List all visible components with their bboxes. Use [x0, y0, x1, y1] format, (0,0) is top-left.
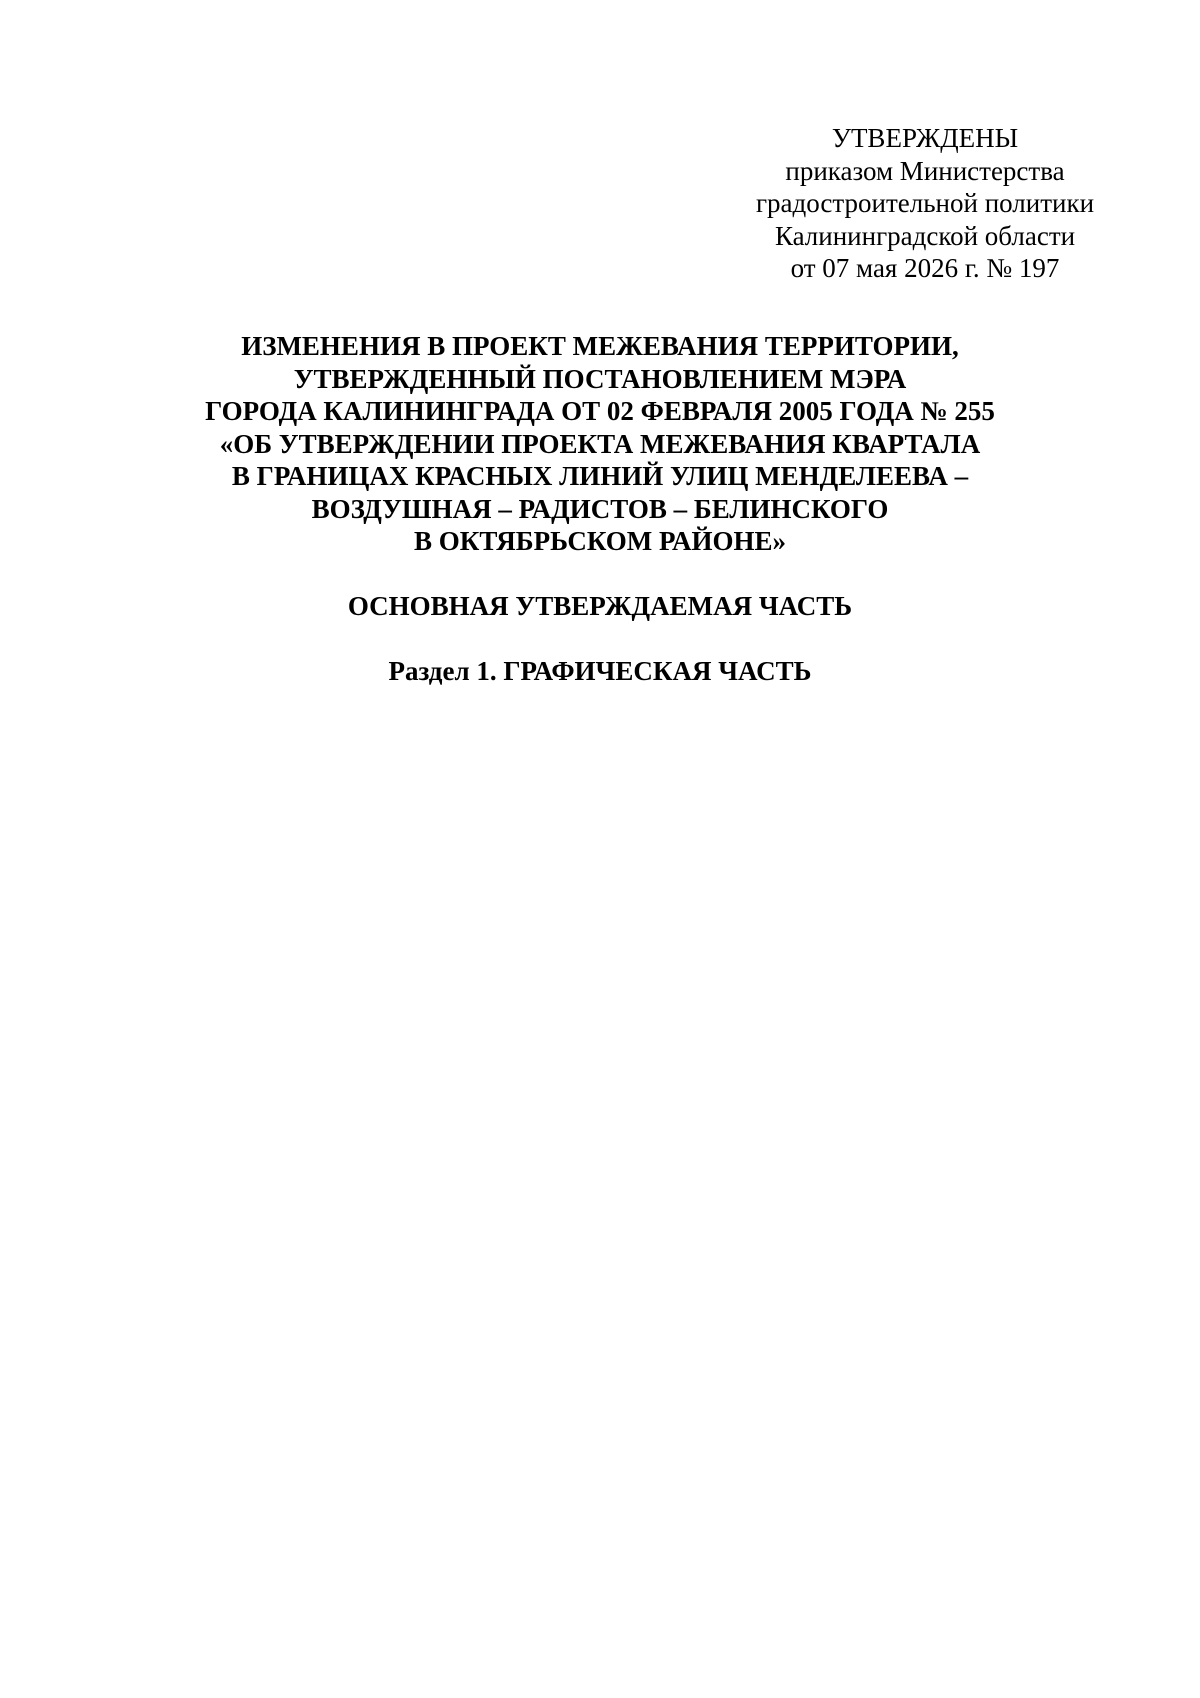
title-line: «ОБ УТВЕРЖДЕНИИ ПРОЕКТА МЕЖЕВАНИЯ КВАРТАЛА: [219, 428, 981, 459]
approval-line-order: приказом Министерства: [785, 155, 1065, 186]
approval-line-region: Калининградской области: [774, 220, 1076, 251]
title-line: ГОРОДА КАЛИНИНГРАДА ОТ 02 ФЕВРАЛЯ 2005 ГОДА № 255: [205, 396, 995, 426]
approval-line-date-number: от 07 мая 2026 г. № 197: [790, 253, 1060, 283]
approval-line-approved: УТВЕРЖДЕНЫ: [831, 123, 1019, 153]
subsection-heading: Раздел 1. ГРАФИЧЕСКАЯ ЧАСТЬ: [388, 656, 812, 686]
title-line: В ОКТЯБРЬСКОМ РАЙОНЕ»: [413, 526, 787, 556]
title-line: ИЗМЕНЕНИЯ В ПРОЕКТ МЕЖЕВАНИЯ ТЕРРИТОРИИ,: [241, 331, 959, 361]
approval-line-policy: градостроительной политики: [755, 188, 1095, 218]
title-line: УТВЕРЖДЕННЫЙ ПОСТАНОВЛЕНИЕМ МЭРА: [293, 363, 907, 394]
document-title: [140, 330, 1060, 558]
title-line: В ГРАНИЦАХ КРАСНЫХ ЛИНИЙ УЛИЦ МЕНДЕЛЕЕВА –: [231, 461, 969, 491]
section-heading: ОСНОВНАЯ УТВЕРЖДАЕМАЯ ЧАСТЬ: [347, 591, 853, 621]
title-line: ВОЗДУШНАЯ – РАДИСТОВ – БЕЛИНСКОГО: [311, 493, 889, 524]
approval-stamp: [745, 122, 1105, 285]
